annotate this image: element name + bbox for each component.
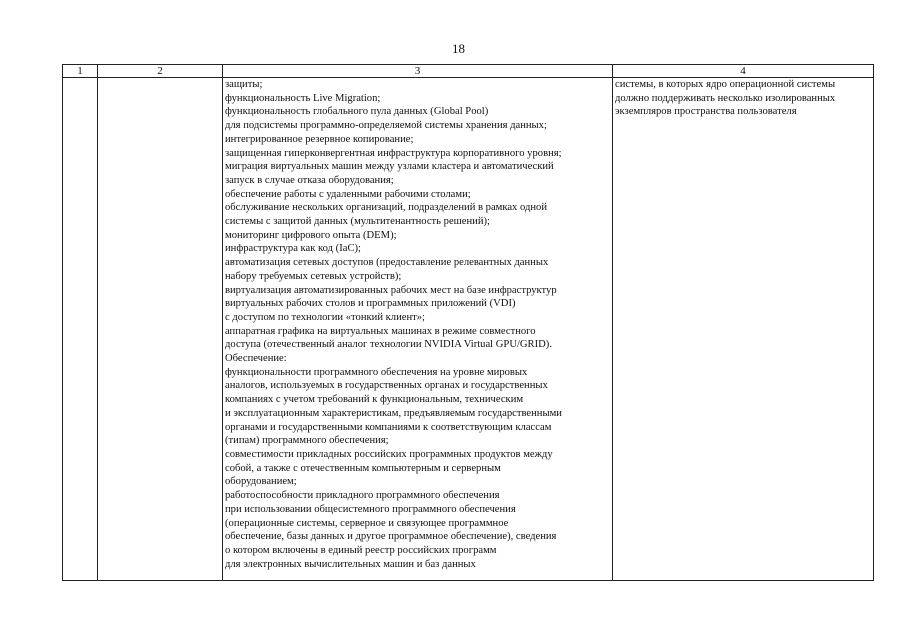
text-line: аналогов, используемых в государственных органах и государственных: [225, 380, 548, 392]
text-line: при использовании общесистемного программного обеспечения: [225, 503, 516, 515]
text-line: функциональность Live Migration;: [225, 92, 381, 104]
text-line: виртуализация автоматизированных рабочих мест на базе инфраструктур: [225, 284, 557, 296]
text-line: работоспособности прикладного программного обеспечения: [225, 490, 500, 502]
text-line: должно поддерживать несколько изолированных: [615, 92, 836, 104]
text-line: совместимости прикладных российских программных продуктов между: [225, 448, 553, 460]
text-line: собой, а также с отечественным компьютерным и серверным: [225, 462, 501, 474]
cell-col-4: [613, 78, 874, 581]
text-line: о котором включены в единый реестр российских программ: [225, 544, 497, 556]
text-line: виртуальных рабочих столов и программных приложений (VDI): [225, 298, 516, 310]
column-header-4: 4: [613, 65, 874, 78]
text-line: функциональности программного обеспечения на уровне мировых: [225, 366, 528, 378]
text-line: оборудованием;: [225, 476, 297, 488]
text-line: функциональность глобального пула данных (Global Pool): [225, 106, 489, 118]
requirements-table: [62, 64, 874, 581]
column-header-2: 2: [98, 65, 223, 78]
text-line: с доступом по технологии «тонкий клиент»;: [225, 311, 425, 323]
text-line: для подсистемы программно-определяемой системы хранения данных;: [225, 120, 547, 132]
text-line: обслуживание нескольких организаций, подразделений в рамках одной: [225, 202, 548, 214]
text-line: и эксплуатационным характеристикам, предъявляемым государственными: [225, 407, 562, 419]
column-header-3: 3: [223, 65, 613, 78]
column-header-1: 1: [63, 65, 98, 78]
table-header-row: [63, 65, 874, 78]
text-line: обеспечение, базы данных и другое программное обеспечение), сведения: [225, 531, 557, 543]
text-line: мониторинг цифрового опыта (DEM);: [225, 229, 397, 241]
text-line: доступа (отечественный аналог технологии NVIDIA Virtual GPU/GRID).: [225, 339, 552, 351]
cell-col-3: [223, 78, 613, 581]
text-line: инфраструктура как код (IaC);: [225, 243, 361, 255]
cell-col-2: [98, 78, 223, 581]
text-line: экземпляров пространства пользователя: [615, 106, 797, 118]
text-line: автоматизация сетевых доступов (предоставление релевантных данных: [225, 257, 549, 269]
page-number: 18: [452, 41, 465, 56]
text-line: Обеспечение:: [225, 353, 287, 365]
text-line: (операционные системы, серверное и связующее программное: [225, 517, 509, 529]
text-line: запуск в случае отказа оборудования;: [225, 174, 394, 186]
table-row: [63, 78, 874, 581]
text-line: аппаратная графика на виртуальных машинах в режиме совместного: [225, 325, 536, 337]
cell-col-1: [63, 78, 98, 581]
text-line: обеспечение работы с удаленными рабочими столами;: [225, 188, 471, 200]
text-line: защиты;: [225, 79, 263, 90]
text-line: защищенная гиперконвергентная инфраструктура корпоративного уровня;: [225, 147, 562, 159]
text-line: миграция виртуальных машин между узлами кластера и автоматический: [225, 161, 554, 173]
text-line: органами и государственными компаниями к соответствующим классам: [225, 421, 552, 433]
text-line: набору требуемых сетевых устройств);: [225, 270, 402, 282]
text-line: интегрированное резервное копирование;: [225, 133, 414, 145]
text-line: компаниях с учетом требований к функциональным, техническим: [225, 394, 524, 406]
text-line: системы, в которых ядро операционной системы: [615, 79, 836, 90]
text-line: системы с защитой данных (мультитенантность решений);: [225, 216, 490, 228]
text-line: (типам) программного обеспечения;: [225, 435, 389, 447]
text-line: для электронных вычислительных машин и баз данных: [225, 558, 476, 570]
